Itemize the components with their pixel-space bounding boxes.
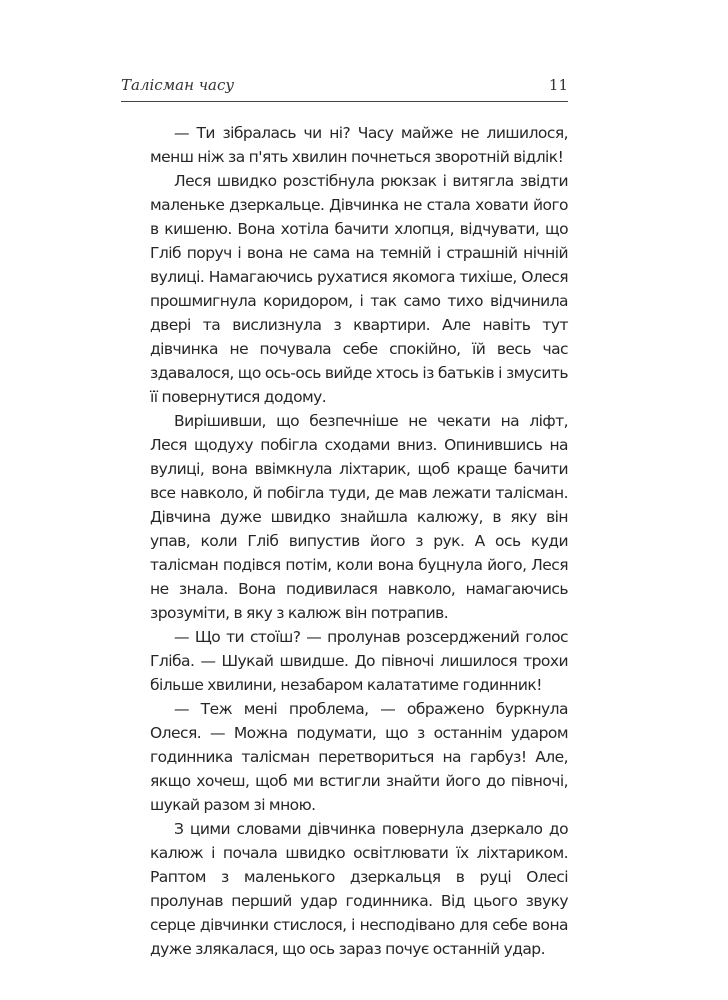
paragraph: — Що ти стоїш? — пролунав розсерджений голос Гліба. — Шукай швидше. До півночі лишилося трохи більше хвилини, незабаром калататиме годинник! <box>150 628 568 694</box>
paragraph: Вирішивши, що безпечніше не чекати на ліфт, Леся щодуху побігла сходами вниз. Опинившись на вулиці, вона ввімкнула ліхтарик, щоб краще бачити все навколо, й побігла туди, де мав лежати талісман. Дівчина дуже швидко знайшла калюжу, в яку він упав, коли Гліб випустив його з рук. А ось куди талісман подівся потім, коли вона буцнула його, Леся не знала. Вона подивилася навколо, намагаючись зрозуміти, в яку з калюж він потрапив. <box>150 412 568 622</box>
page-number: 11 <box>548 76 568 94</box>
paragraph: — Теж мені проблема, — ображено буркнула Олеся. — Можна подумати, що з останнім ударом годинника талісман перетвориться на гарбуз! Але, якщо хочеш, щоб ми встигли знайти його до півночі, шукай разом зі мною. <box>150 700 568 814</box>
body-text <box>150 121 568 961</box>
header-rule <box>121 101 568 102</box>
running-title: Талісман часу <box>121 76 235 94</box>
running-header <box>121 76 568 98</box>
paragraph: — Ти зібралась чи ні? Часу майже не лишилося, менш ніж за п'ять хвилин почнеться зворотній відлік! <box>150 124 568 166</box>
paragraph: Леся швидко розстібнула рюкзак і витягла звідти маленьке дзеркальце. Дівчинка не стала ховати його в кишеню. Вона хотіла бачити хлопця, відчувати, що Гліб поруч і вона не сама на темній і страшній нічній вулиці. Намагаючись рухатися якомога тихіше, Олеся прошмигнула коридором, і так само тихо відчинила двері та вислизнула з квартири. Але навіть тут дівчинка не почувала себе спокійно, їй весь час здавалося, що ось-ось вийде хтось із батьків і змусить її повернутися додому. <box>150 172 568 406</box>
paragraph: З цими словами дівчинка повернула дзеркало до калюж і почала швидко освітлювати їх ліхтариком. Раптом з маленького дзеркальця в руці Олесі пролунав перший удар годинника. Від цього звуку серце дівчинки стислося, і несподівано для себе вона дуже злякалася, що ось зараз почує останній удар. <box>150 820 568 958</box>
